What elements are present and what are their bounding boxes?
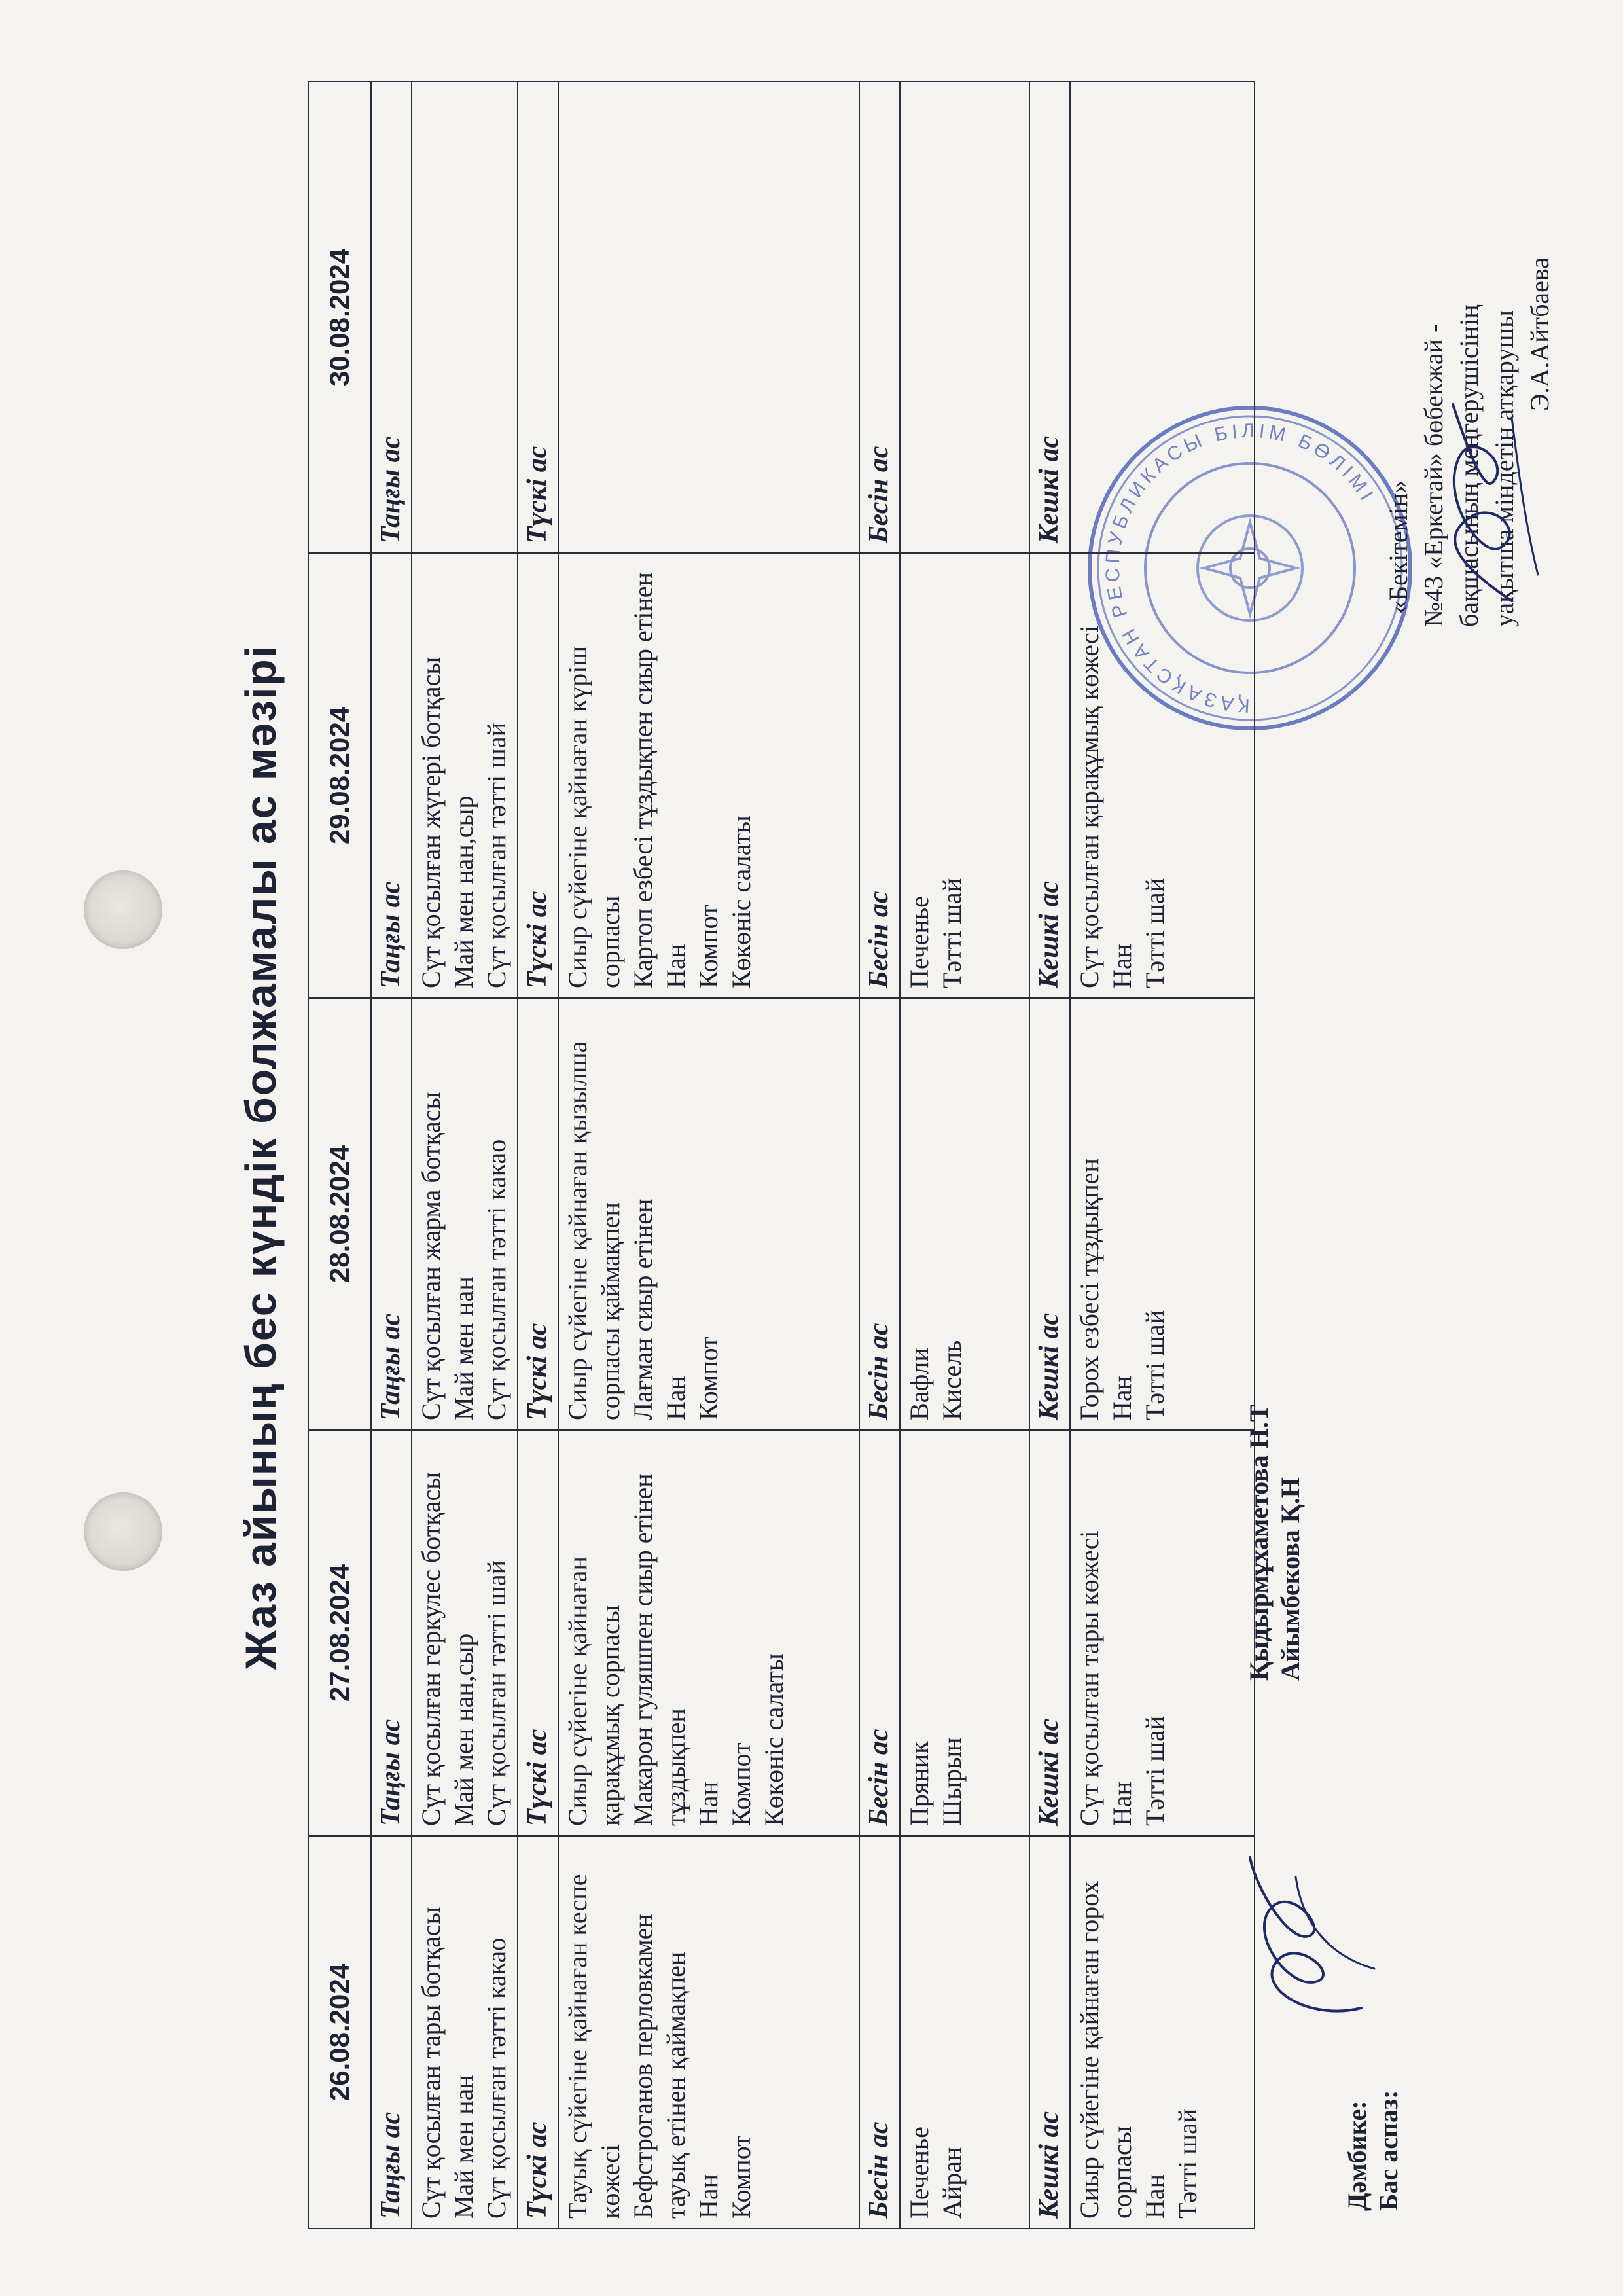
dish-item: Горох езбесі тұздықпен — [1075, 1158, 1104, 1420]
meal-row-snack — [859, 82, 900, 2229]
dish-item: Кисель — [937, 1340, 967, 1420]
svg-text:ҚАЗАҚСТАН РЕСПУБЛИКАСЫ БІЛІМ Б: ҚАЗАҚСТАН РЕСПУБЛИКАСЫ БІЛІМ БӨЛІМІ — [1101, 420, 1380, 717]
dish-item: Нан — [661, 1375, 690, 1420]
dish-item: Сүт қосылған тәтті шай — [482, 1560, 511, 1826]
dish-item: Май мен нан — [449, 2075, 478, 2219]
meal-label: Кешкі ас — [1029, 553, 1070, 998]
dish-cell — [558, 82, 859, 553]
dish-cell — [558, 1836, 859, 2229]
meal-label: Түскі ас — [518, 82, 558, 553]
meal-label: Бесін ас — [859, 82, 900, 553]
dish-item: Тауық сүйегіне қайнаған кеспе көжесі — [563, 1874, 625, 2219]
date-header: 26.08.2024 — [308, 1836, 371, 2229]
dish-item: Май мен нан,сыр — [449, 795, 478, 988]
date-header: 30.08.2024 — [308, 82, 371, 553]
dish-item: Сиыр сүйегіне қайнаған күріш сорпасы — [563, 645, 625, 988]
dish-item: Нан — [694, 1781, 723, 1826]
head-cook-label: Бас аспаз: — [1374, 2090, 1403, 2211]
cook-name: Қыдырмұхаметова Н.Т — [1244, 1404, 1274, 1681]
dish-cell — [1070, 553, 1255, 998]
dish-item: Май мен нан,сыр — [449, 1633, 478, 1826]
dishes-row-snack — [900, 82, 1029, 2229]
dish-cell — [1070, 82, 1255, 553]
meal-label: Кешкі ас — [1029, 1836, 1070, 2229]
dish-item: Нан — [694, 2174, 723, 2219]
dish-item: Печенье — [904, 2126, 934, 2219]
meal-label: Таңғы ас — [371, 82, 412, 553]
meal-label: Кешкі ас — [1029, 998, 1070, 1430]
dish-item: Тәтті шай — [1140, 1715, 1169, 1826]
dish-item: Сиыр сүйегіне қайнаған қарақұмық сорпасы — [563, 1556, 625, 1826]
approval-signature — [1414, 391, 1558, 614]
dish-item: Көкөніс салаты — [726, 816, 756, 988]
approval-line-3: уақытша міндетін атқарушы — [1489, 310, 1519, 627]
dish-cell — [1070, 998, 1255, 1430]
dish-item: Тәтті шай — [937, 878, 967, 988]
dish-cell — [412, 1430, 518, 1836]
approval-line-2: бақшасының меңгерушісінің — [1454, 304, 1484, 627]
dish-item: Бефстроганов перловкамен тауық етінен қаймақпен — [628, 1914, 690, 2219]
meal-label: Таңғы ас — [371, 553, 412, 998]
meal-label: Таңғы ас — [371, 998, 412, 1430]
dish-cell — [900, 82, 1029, 553]
dishes-row-dinner — [1070, 82, 1255, 2229]
dish-cell — [1070, 1836, 1255, 2229]
dish-item: Сиыр сүйегіне қайнаған қызылша сорпасы қаймақпен — [563, 1041, 625, 1420]
date-header: 29.08.2024 — [308, 553, 371, 998]
dish-cell — [558, 998, 859, 1430]
dish-item: Сүт қосылған геркулес ботқасы — [416, 1471, 446, 1826]
footer-signature — [1230, 1838, 1387, 2034]
meal-label: Таңғы ас — [371, 1836, 412, 2229]
dish-item: Компот — [726, 2135, 756, 2219]
dish-cell — [412, 82, 518, 553]
dish-item: Тәтті шай — [1140, 878, 1169, 988]
dish-cell — [412, 1836, 518, 2229]
dish-item: Май мен нан — [449, 1276, 478, 1420]
dish-item: Шырын — [937, 1737, 967, 1826]
dish-cell — [900, 998, 1029, 1430]
meal-label: Түскі ас — [518, 1430, 558, 1836]
dish-cell — [412, 998, 518, 1430]
dish-item: Печенье — [904, 896, 934, 988]
dish-item: Сүт қосылған тәтті какао — [482, 1139, 511, 1420]
cook-label: Дәмбике: — [1342, 2100, 1372, 2211]
dish-cell — [412, 553, 518, 998]
meal-label: Бесін ас — [859, 1430, 900, 1836]
dish-cell — [558, 1430, 859, 1836]
dish-item: Лағман сиыр етінен — [628, 1198, 658, 1420]
dish-item: Компот — [726, 1742, 756, 1826]
dish-item: Тәтті шай — [1173, 2108, 1202, 2219]
meal-row-lunch — [518, 82, 558, 2229]
dishes-row-lunch — [558, 82, 859, 2229]
approval-name: Э.А.Айтбаева — [1525, 257, 1554, 411]
meal-label: Кешкі ас — [1029, 1430, 1070, 1836]
meal-label: Кешкі ас — [1029, 82, 1070, 553]
dish-cell — [1070, 1430, 1255, 1836]
dish-item: Компот — [694, 1336, 723, 1420]
meal-label: Бесін ас — [859, 1836, 900, 2229]
dish-item: Сүт қосылған тәтті какао — [482, 1937, 511, 2219]
dish-item: Вафли — [904, 1348, 934, 1420]
date-header: 27.08.2024 — [308, 1430, 371, 1836]
meal-label: Түскі ас — [518, 553, 558, 998]
dish-item: Айран — [937, 2147, 967, 2219]
date-header: 28.08.2024 — [308, 998, 371, 1430]
dish-item: Тәтті шай — [1140, 1310, 1169, 1420]
dish-item: Нан — [1107, 1781, 1137, 1826]
dishes-row-breakfast — [412, 82, 518, 2229]
dish-item: Сүт қосылған тәтті шай — [482, 722, 511, 988]
dish-item: Сиыр сүйегіне қайнаған горох сорпасы — [1075, 1880, 1137, 2219]
dish-cell — [900, 1430, 1029, 1836]
dish-item: Макарон гуляшпен сиыр етінен тұздықпен — [628, 1473, 690, 1826]
approval-label: «Бекітемін» — [1383, 480, 1413, 614]
dish-item: Сүт қосылған тары көжесі — [1075, 1530, 1104, 1826]
dish-item: Нан — [1107, 1375, 1137, 1420]
meal-label: Бесін ас — [859, 553, 900, 998]
date-header-row — [308, 82, 371, 2229]
dish-item: Компот — [694, 905, 723, 988]
dish-item: Сүт қосылған қарақұмық көжесі — [1075, 625, 1104, 988]
dish-item: Сүт қосылған жарма ботқасы — [416, 1092, 446, 1420]
meal-label: Бесін ас — [859, 998, 900, 1430]
dish-item: Нан — [661, 943, 690, 988]
meal-row-breakfast — [371, 82, 412, 2229]
meal-row-dinner — [1029, 82, 1070, 2229]
dish-item: Нан — [1107, 943, 1137, 988]
head-cook-name: Айымбекова Қ.Н — [1275, 1477, 1305, 1681]
dish-cell — [900, 553, 1029, 998]
dish-item: Картоп езбесі тұздықпен сиыр етінен — [628, 572, 658, 988]
dish-item: Сүт қосылған жүгері ботқасы — [416, 656, 446, 988]
meal-label: Түскі ас — [518, 998, 558, 1430]
page-title: Жаз айының бес күндік болжамалы ас мәзірі — [236, 644, 285, 1670]
dish-cell — [900, 1836, 1029, 2229]
approval-line-1: №43 «Еркетай» бөбекжай - — [1419, 323, 1448, 627]
dish-item: Көкөніс салаты — [759, 1653, 789, 1826]
dish-item: Нан — [1140, 2174, 1169, 2219]
dish-item: Сүт қосылған тары ботқасы — [416, 1907, 446, 2219]
menu-table — [308, 81, 1255, 2229]
meal-label: Таңғы ас — [371, 1430, 412, 1836]
meal-label: Түскі ас — [518, 1836, 558, 2229]
dish-cell — [558, 553, 859, 998]
dish-item: Пряник — [904, 1741, 934, 1826]
